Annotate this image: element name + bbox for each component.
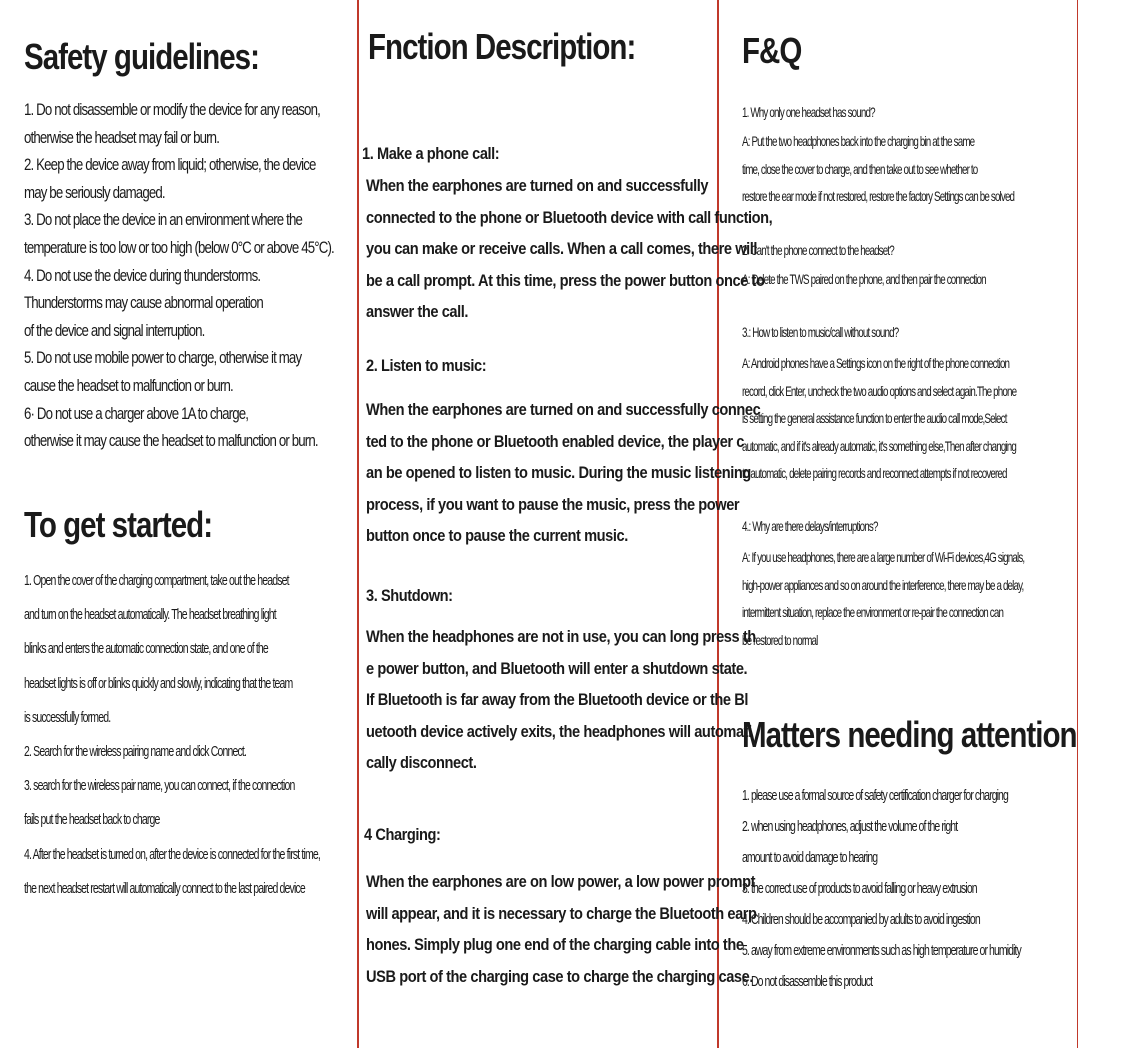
function-heading-music: 2. Listen to music: (366, 356, 487, 375)
faq-answer (742, 350, 1134, 488)
attention-list (742, 780, 1140, 997)
faq-answer-line: is setting the general assistance function to enter the audio call mode,Select (742, 410, 1007, 427)
attention-line: amount to avoid damage to hearing (742, 849, 878, 866)
faq-answer-line: A: Delete the TWS paired on the phone, and then pair the connection (742, 271, 986, 287)
faq-answer (742, 266, 1090, 294)
attention-line: 2. when using headphones, adjust the volume of the right (742, 818, 958, 835)
function-heading-charging: 4 Charging: (364, 825, 441, 844)
faq-answer-line: intermittent situation, replace the environment or re-pair the connection can (742, 604, 1004, 621)
safety-line: 2. Keep the device away from liquid; otherwise, the device (24, 155, 316, 175)
function-heading-shutdown: 3. Shutdown: (366, 586, 453, 605)
faq-answer-line: A: If you use headphones, there are a large number of Wi-Fi devices,4G signals, (742, 549, 1025, 565)
column-left (0, 0, 358, 1048)
get-started-line: 4. After the headset is turned on, after the device is connected for the first time, (24, 845, 320, 863)
attention-line: 5. away from extreme environments such as high temperature or humidity (742, 942, 1021, 959)
faq-answer (742, 544, 1145, 654)
safety-line: may be seriously damaged. (24, 182, 165, 202)
function-line: If Bluetooth is far away from the Bluetooth device or the Bl (366, 690, 748, 709)
faq-answer-line: A: Put the two headphones back into the charging bin at the same (742, 133, 975, 149)
faq-answer-line: record, click Enter, uncheck the two audio options and select again.The phone (742, 382, 1017, 399)
faq-question: 2. Can't the phone connect to the headset? (742, 242, 894, 258)
get-started-line: 3. search for the wireless pair name, you can connect, if the connection (24, 777, 295, 795)
function-line: USB port of the charging case to charge the charging case. (366, 966, 753, 986)
function-heading-call: 1. Make a phone call: (362, 144, 500, 163)
get-started-line: blinks and enters the automatic connection state, and one of the (24, 640, 268, 658)
function-line: you can make or receive calls. When a call comes, there will (366, 239, 758, 258)
function-line: connected to the phone or Bluetooth device with call function, (366, 207, 773, 227)
get-started-line: fails put the headset back to charge (24, 811, 160, 829)
faq-answer-line: to automatic, delete pairing records and reconnect attempts if not recovered (742, 465, 1007, 482)
faq-question: 1. Why only one headset has sound? (742, 104, 875, 120)
function-line: will appear, and it is necessary to charge the Bluetooth earp (366, 903, 757, 923)
faq-answer-line: be restored to normal (742, 631, 818, 648)
get-started-line: 2. Search for the wireless pairing name and click Connect. (24, 743, 247, 761)
faq-title: F&Q (742, 30, 802, 71)
function-line: an be opened to listen to music. During the music listening (366, 463, 751, 482)
faq-answer (742, 128, 1131, 211)
safety-line: 3. Do not place the device in an environment where the (24, 210, 303, 230)
faq-answer-line: high-power appliances and so on around the interference, there may be a delay, (742, 576, 1024, 593)
safety-line: temperature is too low or too high (below 0°C or above 45°C). (24, 237, 334, 257)
attention-line: 1. please use a formal source of safety certification charger for charging (742, 787, 1008, 804)
function-line: When the earphones are turned on and successfully connec (366, 400, 761, 419)
column-right (720, 0, 1079, 1048)
function-description-title: Fnction Description: (368, 26, 636, 67)
safety-line: of the device and signal interruption. (24, 320, 205, 340)
safety-line: cause the headset to malfunction or burn. (24, 375, 233, 395)
get-started-title: To get started: (24, 504, 213, 545)
safety-line: 5. Do not use mobile power to charge, otherwise it may (24, 348, 302, 368)
get-started-line: the next headset restart will automatically connect to the last paired device (24, 879, 305, 897)
function-line: button once to pause the current music. (366, 526, 628, 545)
matters-needing-attention-title: Matters needing attention (742, 714, 1077, 755)
safety-line: otherwise it may cause the headset to malfunction or burn. (24, 431, 318, 451)
safety-line: otherwise the headset may fail or burn. (24, 127, 220, 147)
function-line: uetooth device actively exits, the headphones will automati (366, 721, 752, 741)
safety-guidelines-title: Safety guidelines: (24, 36, 259, 77)
function-line: When the earphones are turned on and successfully (366, 176, 709, 195)
safety-line: 4. Do not use the device during thunderstorms. (24, 265, 261, 285)
function-line: When the headphones are not in use, you can long press th (366, 627, 756, 646)
get-started-line: and turn on the headset automatically. The headset breathing light (24, 606, 276, 624)
get-started-line: headset lights is off or blinks quickly and slowly, indicating that the team (24, 674, 293, 692)
function-line: ted to the phone or Bluetooth enabled device, the player c (366, 431, 744, 451)
faq-question: 4.: Why are there delays/interruptions? (742, 518, 878, 534)
attention-line: 6. Do not disassemble this product (742, 973, 873, 990)
function-line: be a call prompt. At this time, press the power button once to (366, 270, 765, 290)
function-line: e power button, and Bluetooth will enter a shutdown state. (366, 658, 748, 678)
safety-line: 6· Do not use a charger above 1A to charge, (24, 403, 249, 423)
get-started-line: 1. Open the cover of the charging compartment, take out the headset (24, 572, 289, 589)
attention-line: 4. Children should be accompanied by adults to avoid ingestion (742, 911, 980, 928)
faq-answer-line: restore the ear mode if not restored, restore the factory Settings can be solved (742, 188, 1015, 205)
faq-question: 3.: How to listen to music/call without sound? (742, 324, 899, 340)
safety-line: Thunderstorms may cause abnormal operation (24, 293, 263, 313)
attention-line: 3. the correct use of products to avoid falling or heavy extrusion (742, 880, 977, 897)
faq-answer-line: A: Android phones have a Settings icon on the right of the phone connection (742, 355, 1010, 371)
faq-answer-line: time, close the cover to charge, and then take out to see whether to (742, 160, 978, 177)
function-line: answer the call. (366, 302, 469, 321)
faq-answer-line: automatic, and if it's already automatic, it's something else,Then after changing (742, 437, 1016, 454)
function-line: hones. Simply plug one end of the charging cable into the (366, 935, 744, 954)
get-started-line: is successfully formed. (24, 708, 111, 726)
function-line: cally disconnect. (366, 753, 477, 772)
function-line: When the earphones are on low power, a low power prompt (366, 872, 756, 891)
function-line: process, if you want to pause the music, press the power (366, 494, 740, 514)
safety-line: 1. Do not disassemble or modify the device for any reason, (24, 100, 320, 119)
